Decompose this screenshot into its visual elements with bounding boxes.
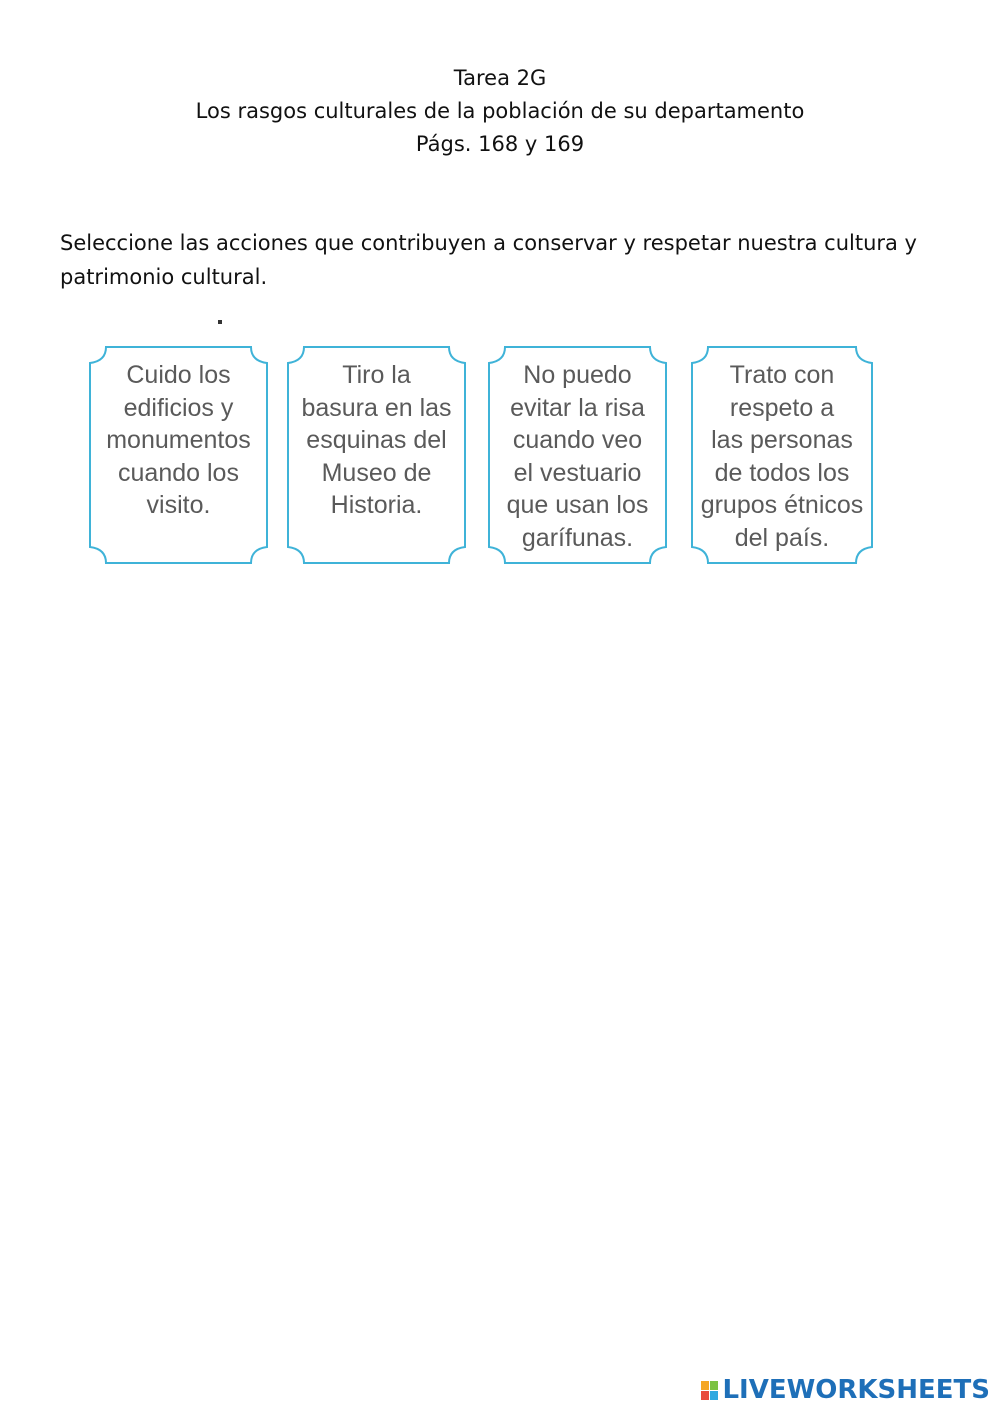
instruction-text: Seleccione las acciones que contribuyen a conservar y respetar nuestra cultura y patrimonio cultural. xyxy=(60,231,917,289)
assignment-pages: Págs. 168 y 169 xyxy=(415,132,585,156)
logo-mark-icon xyxy=(701,1381,718,1400)
option-card-1[interactable] xyxy=(88,345,269,565)
page-header xyxy=(0,62,1000,161)
stray-dot xyxy=(218,320,222,324)
assignment-title: Tarea 2G xyxy=(453,66,547,90)
option-card-2[interactable] xyxy=(286,345,467,565)
card-3-text: No puedo evitar la risa cuando veo el vestuario que usan los garífunas. xyxy=(506,361,649,552)
liveworksheets-logo xyxy=(701,1375,990,1405)
card-4-text: Trato con respeto a las personas de todos los grupos étnicos del país. xyxy=(700,361,864,552)
option-card-3[interactable] xyxy=(487,345,668,565)
card-1-text: Cuido los edificios y monumentos cuando los visito. xyxy=(106,361,251,519)
logo-text: LIVEWORKSHEETS xyxy=(722,1375,990,1405)
assignment-subtitle: Los rasgos culturales de la población de su departamento xyxy=(195,99,805,123)
option-card-4[interactable] xyxy=(690,345,874,565)
card-2-text: Tiro la basura en las esquinas del Museo de Historia. xyxy=(301,361,452,519)
